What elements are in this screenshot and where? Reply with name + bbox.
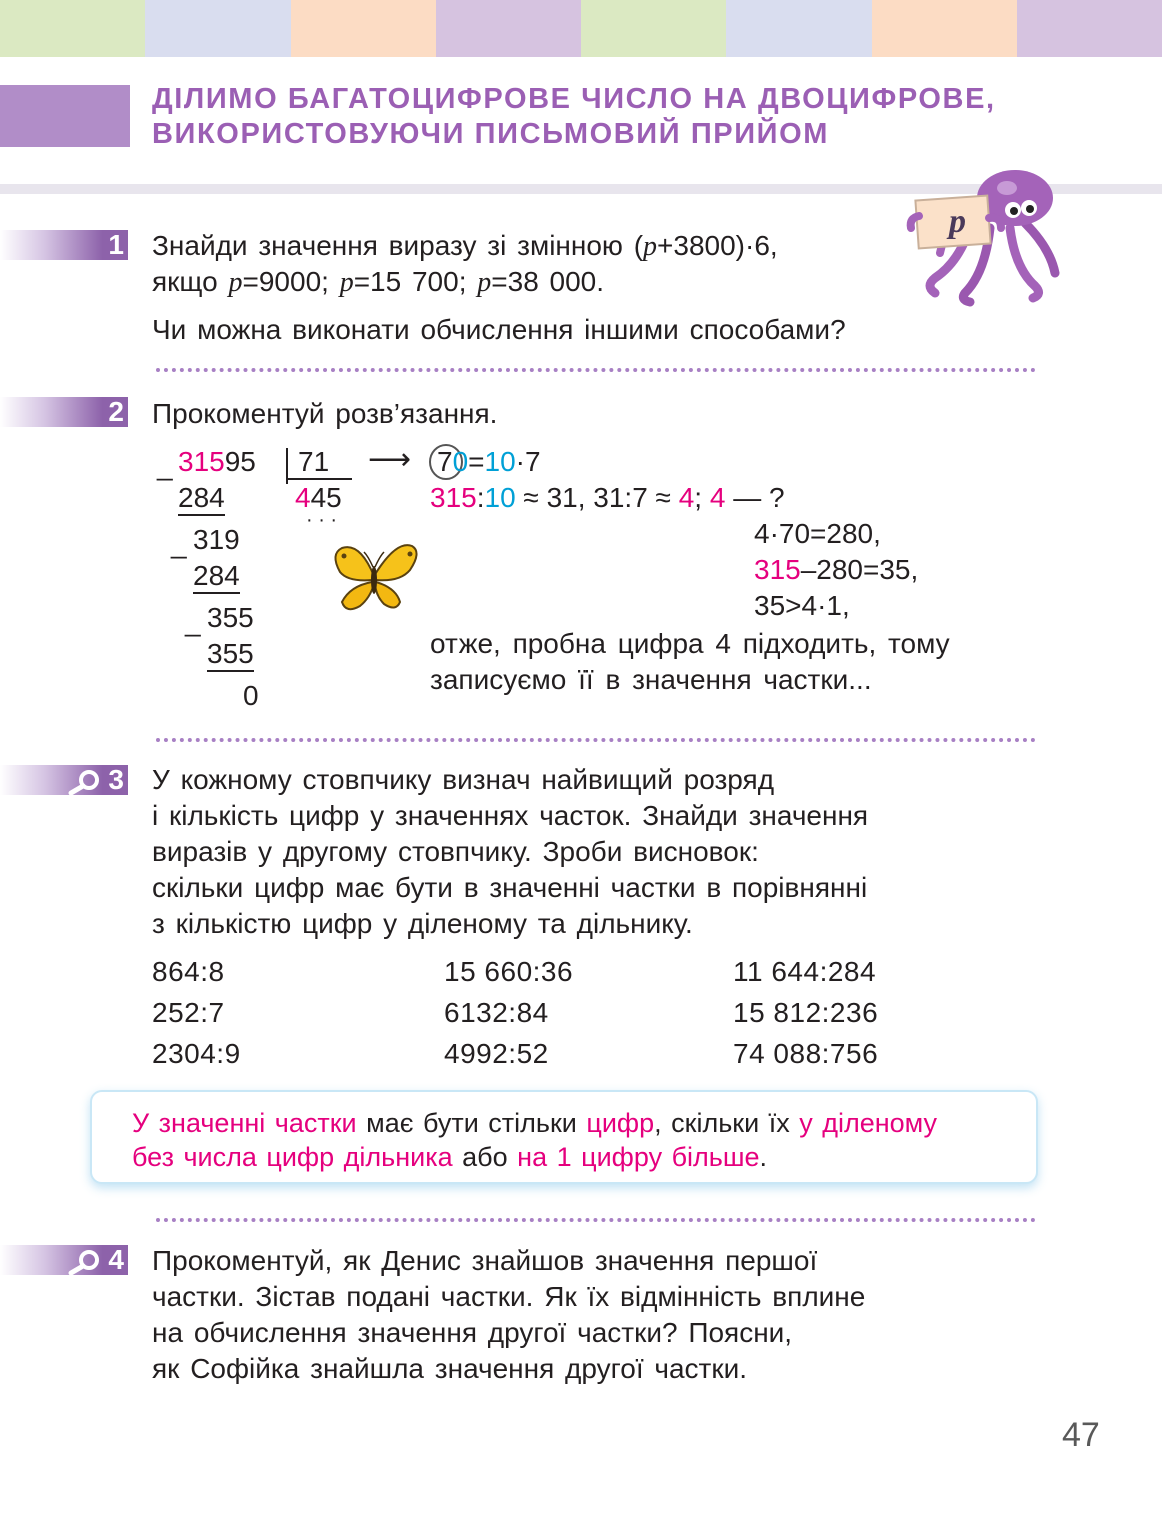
task1-text: Знайди значення виразу зі змінною ( — [152, 230, 644, 261]
expression: 2304:9 — [152, 1038, 241, 1069]
strip-seg — [581, 0, 726, 57]
division-result: 0 — [243, 680, 259, 711]
variable-p: p — [477, 267, 492, 298]
dividend-rest: 95 — [224, 446, 256, 477]
rule-pink: у діленому — [799, 1108, 938, 1138]
minus-sign: _ — [171, 528, 187, 559]
task4-line-4: як Софійка знайшла значення другої частки. — [152, 1353, 748, 1384]
rule-text-part: або — [452, 1142, 518, 1172]
strip-seg — [0, 0, 145, 57]
butterfly-icon — [330, 540, 420, 618]
strip-seg — [872, 0, 1017, 57]
rule-pink: цифр — [586, 1108, 655, 1138]
variable-p: p — [643, 231, 658, 262]
rule-text-part: . — [759, 1142, 768, 1172]
subtrahend-2: 284 — [193, 560, 240, 594]
page-number: 47 — [1062, 1416, 1100, 1454]
strip-seg — [291, 0, 436, 57]
minus-sign: _ — [185, 606, 201, 637]
strip-seg — [145, 0, 290, 57]
expression: 74 088:756 — [733, 1038, 879, 1069]
task-badge-4 — [0, 1245, 128, 1275]
explanation-line-1 — [437, 446, 541, 478]
expl-text: ≈ 31, 31:7 ≈ — [515, 482, 679, 513]
expl-text: = — [468, 446, 485, 477]
task1-text: =15 700; — [353, 266, 478, 297]
rule-pink: У значенні частки — [132, 1108, 357, 1138]
division-bar-horizontal — [288, 478, 352, 480]
expl-pink: 4 — [678, 482, 695, 513]
expression: 15 812:236 — [733, 997, 879, 1028]
task4-line-3: на обчислення значення другої частки? Поясни, — [152, 1317, 793, 1348]
task4-line-1: Прокоментуй, як Денис знайшов значення першої — [152, 1245, 818, 1276]
expl-text: –280=35, — [800, 554, 919, 585]
expression: 864:8 — [152, 956, 225, 987]
task3-line-3: виразів у другому стовпчику. Зроби висновок: — [152, 836, 759, 867]
page-title — [152, 82, 996, 152]
dotted-divider — [156, 1218, 1036, 1222]
octopus-icon — [905, 168, 1065, 308]
title-line-1: ДІЛИМО БАГАТОЦИФРОВЕ ЧИСЛО НА ДВОЦИФРОВЕ, — [152, 83, 996, 115]
task1-text: якщо — [152, 266, 229, 297]
expression: 15 660:36 — [444, 956, 574, 987]
task2-prompt: Прокоментуй розв’язання. — [152, 398, 498, 429]
expl-text: — ? — [725, 482, 785, 513]
rule-line-2 — [132, 1140, 937, 1174]
title-line-2: ВИКОРИСТОВУЮЧИ ПИСЬМОВИЙ ПРИЙОМ — [152, 118, 830, 150]
expl-pink: 315 — [430, 482, 477, 513]
explanation-line-3: 4·70=280, — [754, 518, 881, 549]
task-badge-2 — [0, 397, 128, 427]
rule-text — [132, 1106, 937, 1174]
expl-text: ; — [694, 482, 710, 513]
task3-line-2: і кількість цифр у значеннях часток. Знайди значення — [152, 800, 869, 831]
remainder-2: 355 — [207, 602, 254, 633]
remainder-1: 319 — [193, 524, 240, 555]
strip-seg — [436, 0, 581, 57]
divisor: 71 — [298, 446, 330, 477]
expression: 4992:52 — [444, 1038, 549, 1069]
rule-box — [90, 1090, 1038, 1184]
card-letter: p — [949, 203, 966, 240]
rule-pink: без числа цифр дільника — [132, 1142, 453, 1172]
task4-line-2: частки. Зістав подані частки. Як їх відмінність вплине — [152, 1281, 866, 1312]
explanation-line-4 — [754, 554, 918, 586]
quotient-rest: 45 — [310, 482, 342, 513]
expl-text: : — [476, 482, 485, 513]
task-number: 2 — [108, 396, 124, 427]
task1-line-2 — [152, 264, 604, 301]
task3-line-5: з кількістю цифр у діленому та дільнику. — [152, 908, 693, 939]
minus-sign: _ — [157, 450, 173, 481]
dividend-pink: 315 — [178, 446, 225, 477]
magnifier-icon — [68, 1249, 102, 1275]
rule-text-part: має бути стільки — [356, 1108, 587, 1138]
color-strip — [0, 0, 1162, 57]
dotted-divider — [156, 738, 1036, 742]
variable-p: p — [339, 267, 354, 298]
task1-text: =9000; — [242, 266, 340, 297]
title-accent-bar — [0, 85, 130, 147]
expl-text: ·7 — [515, 446, 541, 477]
rule-pink: на 1 цифру більше — [517, 1142, 760, 1172]
variable-p: p — [228, 267, 243, 298]
expl-cyan: 0 — [452, 446, 469, 477]
expression: 11 644:284 — [733, 956, 877, 987]
explanation-line-5: 35>4·1, — [754, 590, 850, 621]
task3-line-1: У кожному стовпчику визнач найвищий розряд — [152, 764, 775, 795]
task3-line-4: скільки цифр має бути в значенні частки в порівнянні — [152, 872, 868, 903]
magnifier-icon — [68, 769, 102, 795]
rule-line-1 — [132, 1106, 937, 1140]
task-number: 1 — [108, 229, 124, 260]
subtrahend-1: 284 — [178, 482, 225, 516]
expl-pink: 315 — [754, 554, 801, 585]
strip-seg — [726, 0, 871, 57]
expression: 6132:84 — [444, 997, 549, 1028]
expl-cyan: 10 — [484, 482, 516, 513]
explanation-line-6: отже, пробна цифра 4 підходить, тому — [430, 628, 950, 659]
task1-text: =38 000. — [491, 266, 605, 297]
explanation-line-7: записуємо її в значення частки... — [430, 664, 872, 695]
arrow-icon: ⟶ — [368, 443, 412, 476]
dotted-divider — [156, 368, 1036, 372]
explanation-line-2 — [430, 482, 785, 514]
task-badge-3 — [0, 765, 128, 795]
dividend — [178, 446, 256, 478]
task-badge-1 — [0, 230, 128, 260]
task1-text: +3800)·6, — [657, 230, 778, 261]
expression: 252:7 — [152, 997, 225, 1028]
strip-seg — [1017, 0, 1162, 57]
expl-text: 7 — [437, 446, 453, 477]
task-number: 4 — [108, 1244, 124, 1275]
expl-pink: 4 — [709, 482, 726, 513]
subtrahend-3: 355 — [207, 638, 254, 672]
task1-question: Чи можна виконати обчислення іншими способами? — [152, 314, 846, 345]
expl-cyan: 10 — [484, 446, 516, 477]
quotient-dots: · · · — [306, 509, 338, 531]
task-number: 3 — [108, 764, 124, 795]
quotient-pink: 4 — [295, 482, 311, 513]
rule-text-part: , скільки їх — [654, 1108, 800, 1138]
task1-line-1 — [152, 228, 778, 265]
